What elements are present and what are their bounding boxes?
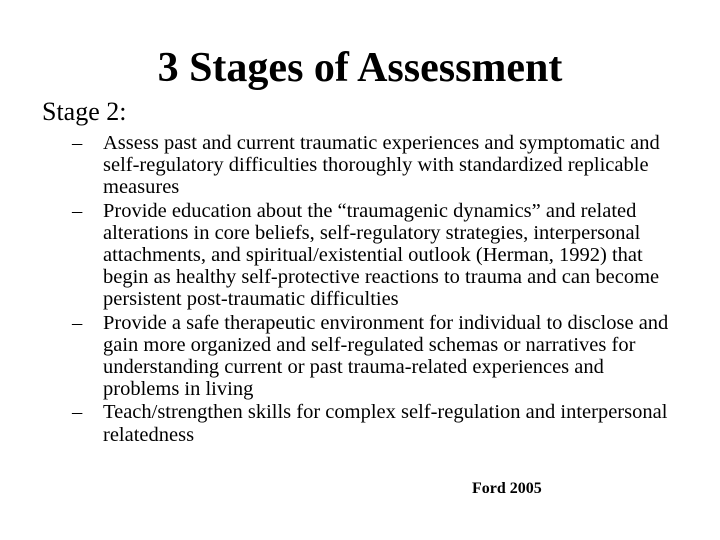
bullet-dash: – [72, 311, 83, 334]
bullet-text: Provide a safe therapeutic environment for individual to disclose and gain more organized and self-regulated schemas or narratives for understanding current or past trauma-related experiences and problems in living [103, 311, 669, 401]
bullet-dash: – [72, 132, 83, 154]
citation: Ford 2005 [472, 480, 542, 497]
bullet-item [72, 401, 682, 445]
slide-title: 3 Stages of Assessment [157, 45, 563, 91]
bullet-text: Assess past and current traumatic experiences and symptomatic and self-regulatory difficulties thoroughly with standardized replicable measures [103, 132, 660, 199]
stage-heading: Stage 2: [42, 97, 127, 126]
bullet-text: Provide education about the “traumagenic dynamics” and related alterations in core beliefs, self-regulatory strategies, interpersonal attachments, and spiritual/existential outlook (Herman, 1992) that begin as healthy self-protective reactions to trauma and can become persistent post-traumatic difficulties [103, 199, 660, 311]
bullet-item [72, 312, 682, 401]
bullet-item [72, 132, 682, 199]
bullet-item [72, 200, 682, 311]
bullet-text: Teach/strengthen skills for complex self-regulation and interpersonal relatedness [103, 401, 668, 446]
bullet-dash: – [72, 401, 83, 424]
bullet-dash: – [72, 199, 83, 222]
bullet-list [72, 132, 682, 447]
